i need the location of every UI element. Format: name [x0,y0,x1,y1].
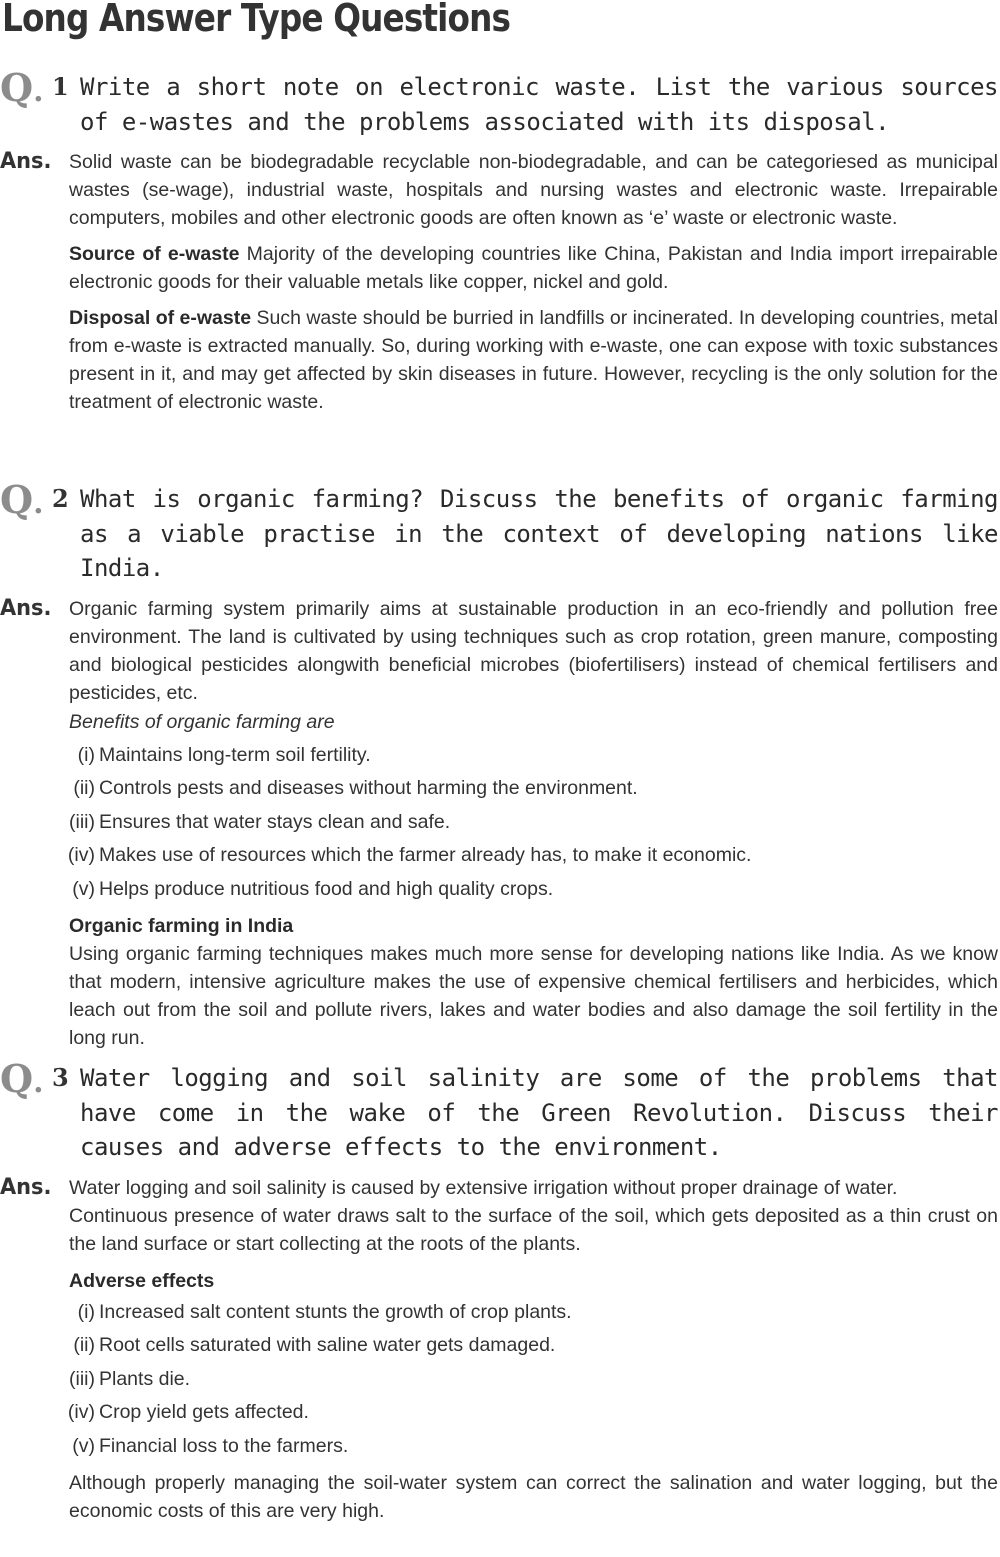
list-item: (i) Maintains long-term soil fertility. [77,743,371,766]
answer-paragraph: Although properly managing the soil-water system can correct the salination and water logging, but the economic costs of this are very high. [69,1472,998,1522]
section-title: Long Answer Type Questions [2,0,511,40]
question-marker: Q. [0,477,44,522]
list-item: (v) Helps produce nutritious food and high quality crops. [72,877,554,900]
subheading: Adverse effects [69,1269,215,1292]
question-row [0,477,1000,586]
question-number: 3 [52,1063,69,1092]
answer-paragraph: Using organic farming techniques makes much more sense for developing nations like India. As we know that modern, intensive agriculture makes the use of expensive chemical fertilisers and herbicides, which leach out from the soil and pollute rivers, lakes and water bodies and also damage the soil fertility in the long run. [69,943,998,1049]
answer-body [69,148,998,416]
question-number: 1 [52,72,69,101]
benefits-list [69,739,998,907]
answer-paragraph: Disposal of e-waste Such waste should be burried in landfills or incinerated. In developing countries, metal from e-waste is extracted manually. So, during working with e-waste, one can expose with toxic substances present in it, and may get affected by skin diseases in future. However, recycling is the only solution for the treatment of electronic waste. [69,307,998,413]
question-text: What is organic farming? Discuss the benefits of organic farming as a viable practise in the context of developing nations like India. [80,485,998,582]
answer-label: Ans. [0,595,52,621]
list-item: (ii) Root cells saturated with saline water gets damaged. [73,1334,556,1356]
question-block-3 [0,1056,1000,1525]
answer-row [0,148,1000,416]
question-marker: Q. [0,1056,44,1101]
answer-paragraph: Water logging and soil salinity is caused by extensive irrigation without proper drainage of water. [69,1176,898,1199]
list-intro: Benefits of organic farming are [69,710,335,733]
answer-paragraph: Continuous presence of water draws salt to the surface of the soil, which gets deposited as a thin crust on the land surface or start collecting at the roots of the plants. [69,1204,998,1255]
list-item: (iv) Makes use of resources which the farmer already has, to make it economic. [67,844,752,866]
effects-list [69,1296,998,1464]
list-item: (iii) Plants die. [69,1367,191,1390]
answer-body [69,595,998,1053]
list-item: (ii) Controls pests and diseases without harming the environment. [73,777,638,799]
list-item: (v) Financial loss to the farmers. [72,1434,349,1457]
answer-label: Ans. [0,1174,52,1200]
question-row [0,1056,1000,1165]
question-block-1 [0,65,1000,416]
question-marker: Q. [0,65,44,110]
question-text: Water logging and soil salinity are some of the problems that have come in the wake of the Green Revolution. Discuss their causes and adverse effects to the environment. [80,1064,998,1161]
answer-row [0,1174,1000,1526]
list-item: (iv) Crop yield gets affected. [67,1401,309,1423]
list-item: (i) Increased salt content stunts the growth of crop plants. [77,1300,572,1323]
answer-paragraph: Solid waste can be biodegradable recyclable non-biodegradable, and can be categoriesed as municipal wastes (se-wage), industrial waste, hospitals and nursing wastes and electronic waste. Irrepairable computers, mobiles and other electronic goods are often known as ‘e’ waste or electronic waste. [69,151,998,229]
paragraph-lead: Source of e-waste [69,243,240,265]
question-block-2 [0,477,1000,1052]
paragraph-lead: Disposal of e-waste [69,307,252,329]
list-item: (iii) Ensures that water stays clean and safe. [69,810,451,833]
question-row [0,65,1000,139]
question-text: Write a short note on electronic waste. List the various sources of e-wastes and the problems associated with its disposal. [80,73,998,136]
answer-paragraph: Source of e-waste Majority of the developing countries like China, Pakistan and India import irrepairable electronic goods for their valuable metals like copper, nickel and gold. [69,243,998,293]
subheading: Organic farming in India [69,915,294,937]
answer-row [0,595,1000,1053]
answer-label: Ans. [0,149,52,174]
answer-body [69,1174,998,1526]
answer-paragraph: Organic farming system primarily aims at sustainable production in an eco-friendly and pollution free environment. The land is cultivated by using techniques such as crop rotation, green manure, composting and biological pesticides alongwith beneficial microbes (biofertilisers) instead of chemical fertilisers and pesticides, etc. [69,597,998,704]
question-number: 2 [52,484,69,513]
